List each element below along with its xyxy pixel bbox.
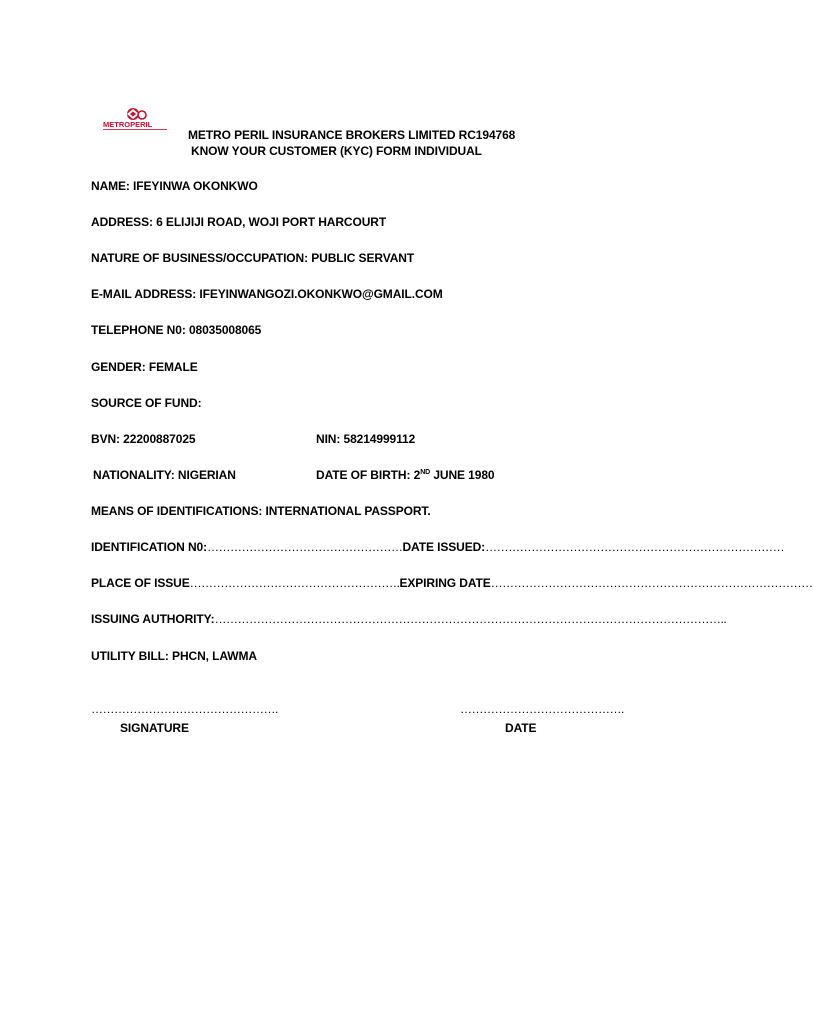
identification-number-blank: …………………………………………… [206,540,403,554]
telephone-field: TELEPHONE N0: 08035008065 [91,323,262,337]
identification-row [91,540,784,554]
signature-label: SIGNATURE [120,721,189,735]
utility-bill-field: UTILITY BILL: PHCN, LAWMA [91,649,257,663]
email-field: E-MAIL ADDRESS: IFEYINWANGOZI.OKONKWO@GMAIL.COM [91,287,443,301]
place-of-issue-label: PLACE OF ISSUE [91,576,190,590]
name-field: NAME: IFEYINWA OKONKWO [91,179,258,193]
occupation-field: NATURE OF BUSINESS/OCCUPATION: PUBLIC SERVANT [91,251,415,265]
date-issued-label: DATE ISSUED: [402,540,486,554]
nationality-field: NATIONALITY: NIGERIAN [93,468,236,482]
date-line: ……………………………………. [460,702,624,716]
expiring-date-label: EXPIRING DATE [399,576,491,590]
means-of-identification-field: MEANS OF IDENTIFICATIONS: INTERNATIONAL PASSPORT. [91,504,431,518]
date-label: DATE [505,721,537,735]
nin-field: NIN: 58214999112 [316,432,416,446]
dob-suffix: JUNE 1980 [430,468,495,482]
place-of-issue-blank: ………………………………………………. [189,576,400,590]
issuing-authority-label: ISSUING AUTHORITY: [91,612,215,626]
source-of-fund-field: SOURCE OF FUND: [91,396,202,410]
expiring-date-blank: ………………………………………………………………………… [490,576,813,590]
logo-mark-icon [100,106,170,132]
metroperil-logo [100,106,170,132]
place-of-issue-row [91,576,813,590]
gender-field: GENDER: FEMALE [91,360,198,374]
form-title: KNOW YOUR CUSTOMER (KYC) FORM INDIVIDUAL [191,144,482,158]
dob-ordinal: ND [420,469,431,476]
company-name: METRO PERIL INSURANCE BROKERS LIMITED RC194768 [188,128,516,142]
address-field: ADDRESS: 6 ELIJIJI ROAD, WOJI PORT HARCOURT [91,215,387,229]
date-of-birth-field [316,468,494,482]
identification-number-label: IDENTIFICATION N0: [91,540,207,554]
issuing-authority-blank: …………………………………………………………………………………………………………………….. [214,612,727,626]
logo-wordmark: METROPERIL [103,120,153,129]
dob-prefix: DATE OF BIRTH: 2 [316,468,421,482]
date-issued-blank: …………………………………………………………………… [485,540,785,554]
issuing-authority-row [91,612,726,626]
bvn-field: BVN: 22200887025 [91,432,196,446]
signature-line: …………………………………………. [91,702,278,716]
